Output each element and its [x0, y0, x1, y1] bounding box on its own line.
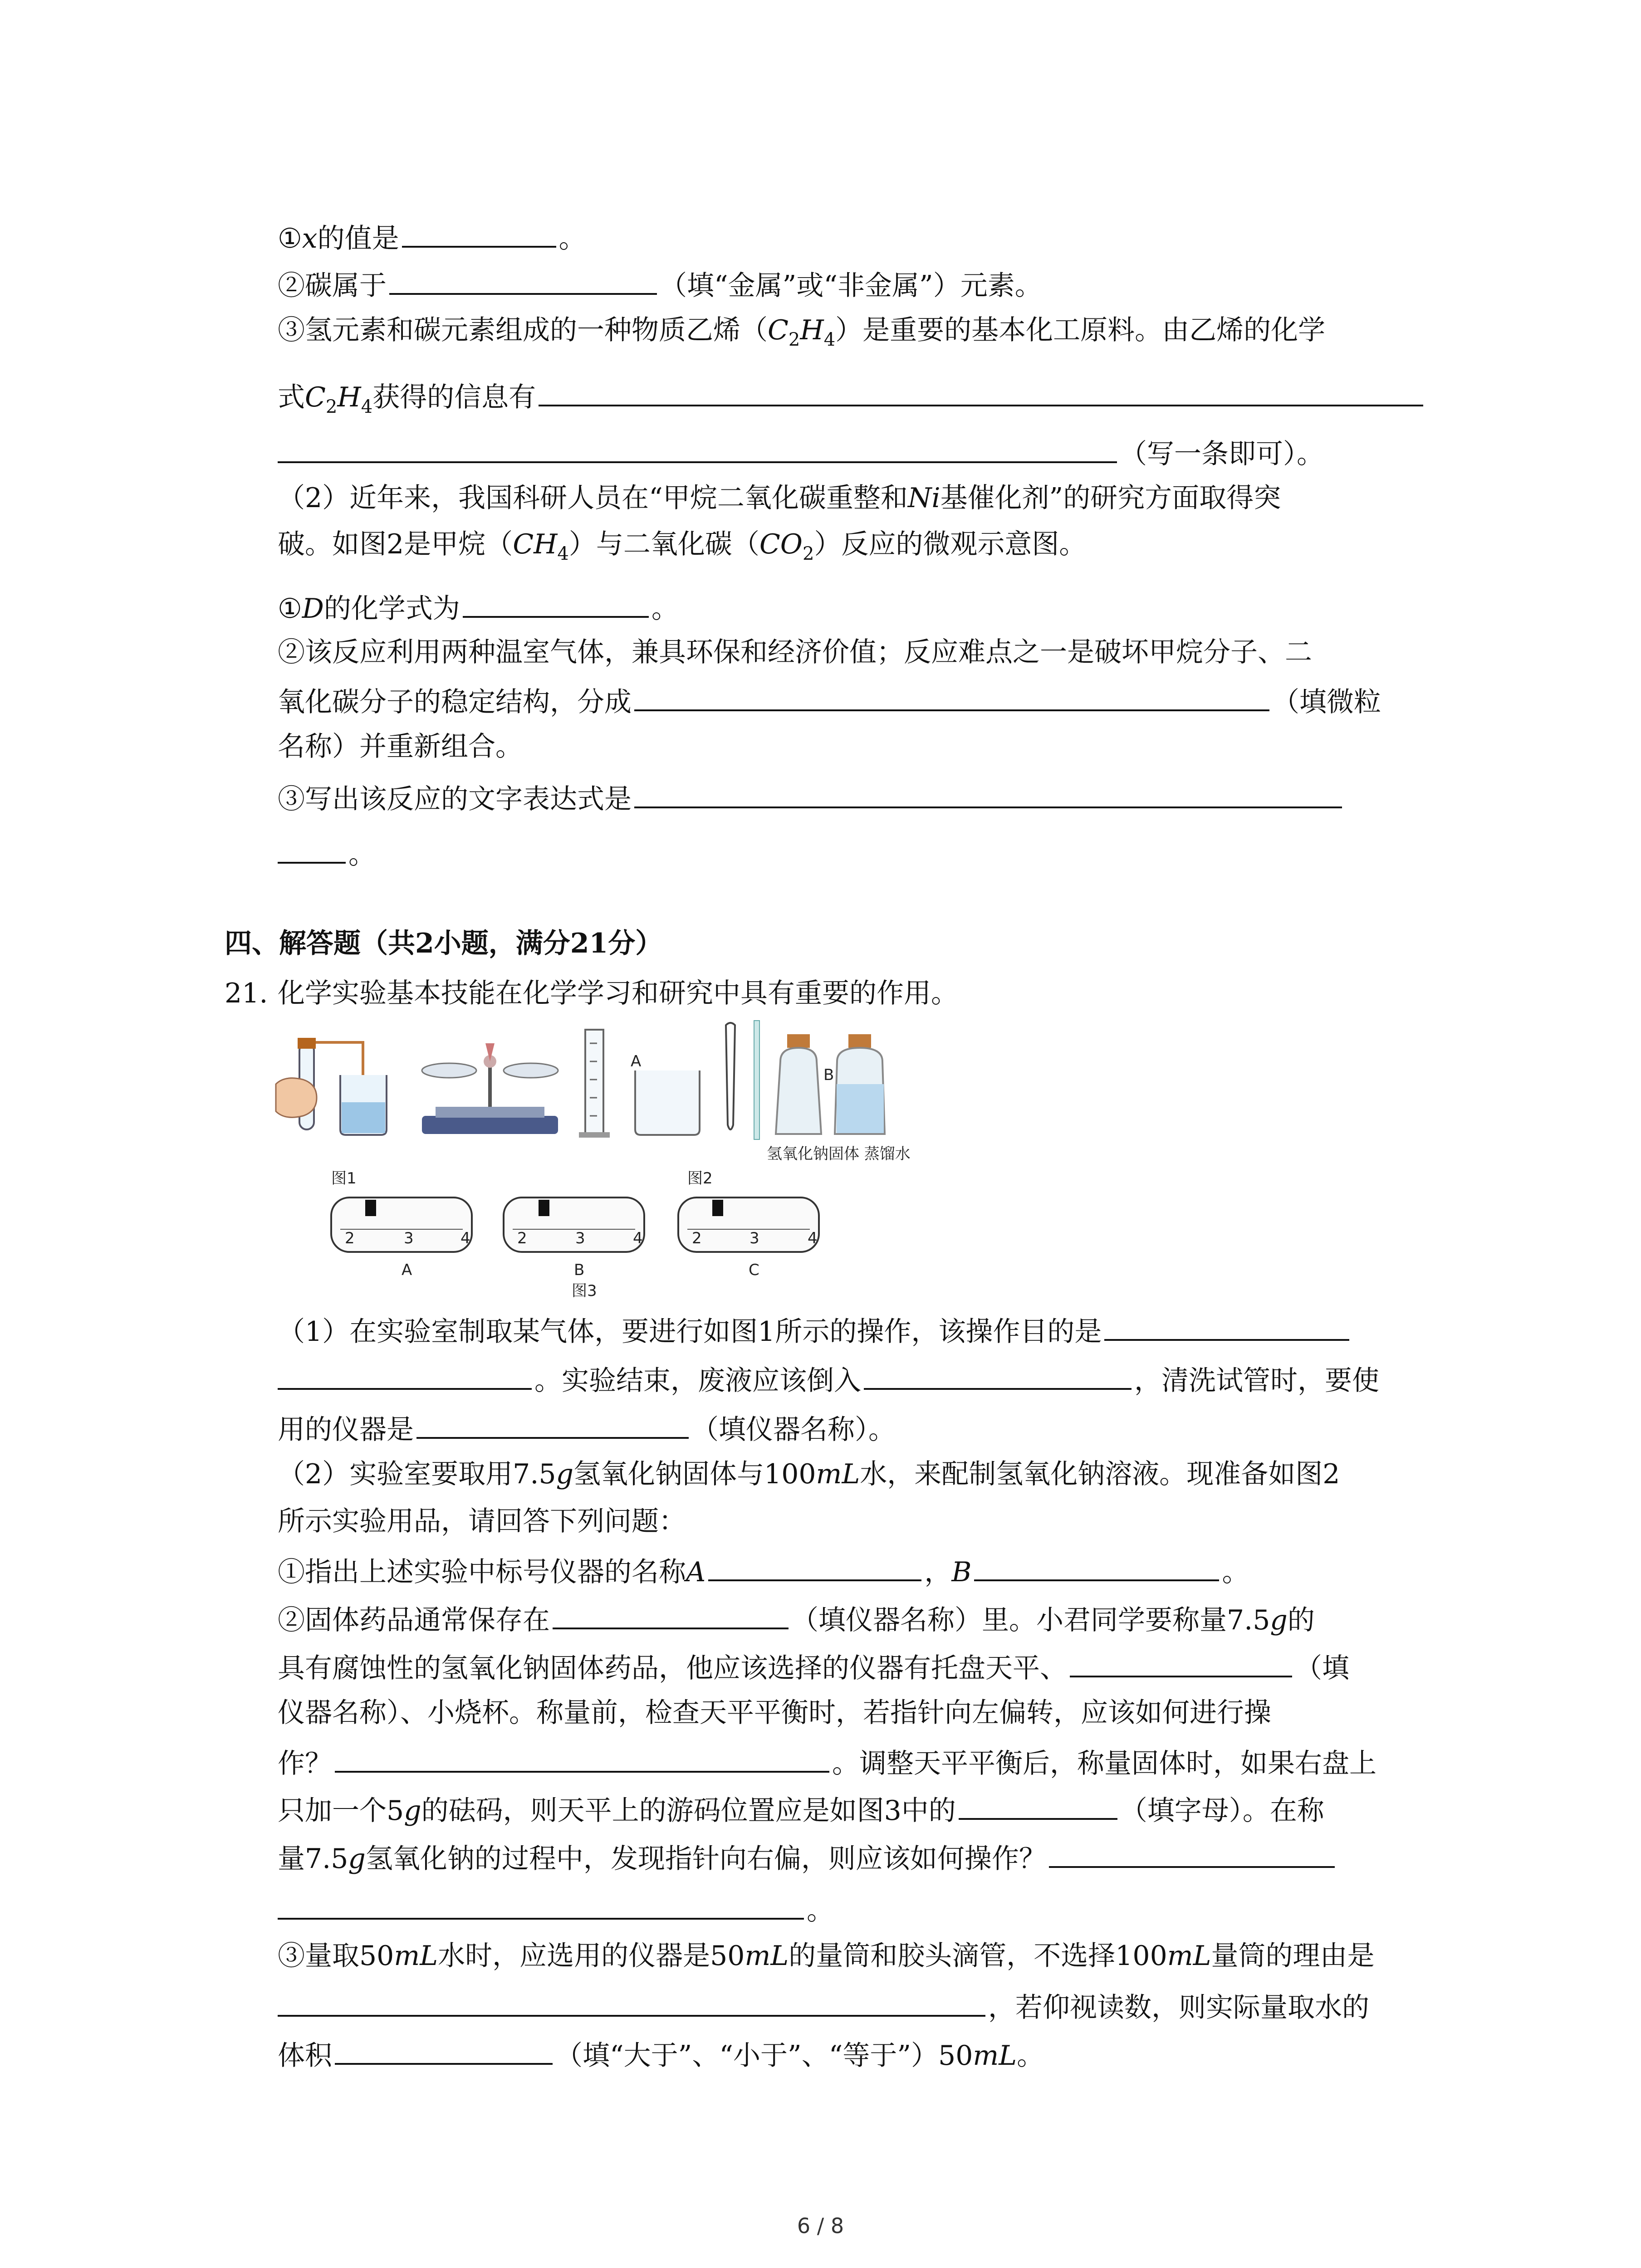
answer-blank[interactable]	[1104, 1311, 1349, 1341]
answer-blank[interactable]	[278, 433, 1117, 463]
answer-blank[interactable]	[463, 588, 649, 618]
q21-line-7: ②固体药品通常保存在 （填仪器名称）里。小君同学要称量7.5g的	[278, 1599, 1315, 1638]
q21-line-16: 体积 （填“大于”、“小于”、“等于”）50mL。	[278, 2035, 1044, 2074]
spoon-icon	[726, 1023, 735, 1129]
figure-3-caption: 图3	[572, 1282, 597, 1300]
question-stem: 化学实验基本技能在化学学习和研究中具有重要的作用。	[278, 978, 958, 1009]
answer-blank[interactable]	[864, 1360, 1132, 1390]
ruler-c-tick: 4	[808, 1229, 818, 1247]
answer-blank[interactable]	[553, 1599, 789, 1629]
section-heading: 四、解答题（共2小题，满分21分）	[225, 928, 663, 959]
ruler-c-letter: C	[749, 1261, 759, 1279]
answer-blank[interactable]	[389, 265, 657, 295]
answer-blank[interactable]	[708, 1551, 921, 1581]
q21-line-4: （2）实验室要取用7.5g氢氧化钠固体与100mL水，来配制氢氧化钠溶液。现准备如图2	[278, 1458, 1340, 1490]
answer-blank[interactable]	[1070, 1647, 1292, 1677]
beaker-icon	[635, 1070, 700, 1135]
ruler-b-letter: B	[574, 1261, 585, 1279]
q21-line-6: ①指出上述实验中标号仪器的名称A ，B 。	[278, 1551, 1249, 1590]
graduated-cylinder-icon	[579, 1030, 610, 1138]
line-3: ③氢元素和碳元素组成的一种物质乙烯$(C_2H_4)$是重要的基本化工原料。由乙烯的化学	[278, 314, 1326, 350]
line-12: ③写出该反应的文字表达式是	[278, 778, 1345, 817]
line-5: （写一条即可）。	[278, 433, 1324, 472]
line-10: 氧化碳分子的稳定结构，分成 （填微粒	[278, 681, 1381, 720]
ruler-b-tick: 4	[633, 1229, 643, 1247]
ruler-a-tick: 2	[345, 1229, 355, 1247]
answer-blank[interactable]	[539, 376, 1423, 406]
answer-blank[interactable]	[278, 1890, 804, 1920]
q21-line-1: （1）在实验室制取某气体，要进行如图1所示的操作，该操作目的是	[278, 1311, 1352, 1350]
line-1: ①x的值是 。	[278, 218, 586, 257]
q21-line-3: 用的仪器是 （填仪器名称）。	[278, 1409, 896, 1448]
q21-line-14: ③量取50mL水时，应选用的仪器是50mL的量筒和胶头滴管，不选择100mL量筒的理由是	[278, 1940, 1375, 1972]
q21-line-10: 作？ 。调整天平平衡后，称量固体时，如果右盘上	[278, 1743, 1376, 1782]
ruler-a-tick: 4	[460, 1229, 470, 1247]
answer-blank[interactable]	[974, 1551, 1219, 1581]
answer-blank[interactable]	[278, 1360, 532, 1390]
line-2: ②碳属于 （填“金属”或“非金属”）元素。	[278, 265, 1042, 304]
answer-blank[interactable]	[278, 834, 346, 864]
q21-line-9: 仪器名称）、小烧杯。称量前，检查天平平衡时，若指针向左偏转，应该如何进行操	[278, 1697, 1271, 1729]
ruler-a-tick: 3	[404, 1229, 414, 1247]
bottle-caption: 氢氧化钠固体 蒸馏水	[767, 1145, 911, 1163]
line-13: 。	[278, 834, 376, 873]
balance-icon	[422, 1043, 558, 1134]
ruler-b-tick: 3	[575, 1229, 585, 1247]
answer-blank[interactable]	[278, 1987, 985, 2017]
reagent-bottle-icon	[776, 1034, 885, 1134]
question-number: 21.	[225, 978, 268, 1009]
apparatus-figure	[272, 1016, 930, 1300]
answer-blank[interactable]	[1049, 1838, 1335, 1868]
answer-blank[interactable]	[416, 1409, 689, 1439]
line-4: 式$C_2H_4$获得的信息有	[278, 376, 1426, 425]
q21-line-11: 只加一个5g的砝码，则天平上的游码位置应是如图3中的 （填字母）。在称	[278, 1790, 1324, 1829]
answer-blank[interactable]	[335, 2035, 553, 2065]
ruler-b-tick: 2	[517, 1229, 527, 1247]
answer-blank[interactable]	[402, 218, 556, 248]
answer-blank[interactable]	[335, 1743, 829, 1773]
q21-line-13: 。	[278, 1890, 834, 1929]
figure-2-caption: 图2	[687, 1169, 713, 1188]
line-9: ②该反应利用两种温室气体，兼具环保和经济价值；反应难点之一是破坏甲烷分子、二	[278, 636, 1312, 668]
test-tube-heating-icon	[276, 1038, 387, 1135]
q21-line-5: 所示实验用品，请回答下列问题：	[278, 1505, 686, 1537]
ruler-a-letter: A	[402, 1261, 412, 1279]
q21-line-15: ，若仰视读数，则实际量取水的	[278, 1987, 1369, 2026]
answer-blank[interactable]	[634, 681, 1269, 711]
ruler-c-tick: 3	[749, 1229, 759, 1247]
line-7: 破。如图2是甲烷$(CH_4)$与二氧化碳$(CO_2)$反应的微观示意图。	[278, 528, 1087, 564]
answer-blank[interactable]	[634, 778, 1342, 808]
label-a: A	[631, 1052, 642, 1070]
line-11: 名称）并重新组合。	[278, 731, 523, 763]
line-8: ①D的化学式为 。	[278, 588, 679, 627]
q21-line-12: 量7.5g氢氧化钠的过程中，发现指针向右偏，则应该如何操作？	[278, 1838, 1337, 1877]
q21-line-8: 具有腐蚀性的氢氧化钠固体药品，他应该选择的仪器有托盘天平、 （填	[278, 1647, 1349, 1686]
answer-blank[interactable]	[959, 1790, 1117, 1820]
label-b: B	[823, 1066, 834, 1084]
ruler-c-tick: 2	[692, 1229, 702, 1247]
q21-line-2: 。实验结束，废液应该倒入 ，清洗试管时，要使	[278, 1360, 1379, 1399]
figure-1-caption: 图1	[331, 1169, 357, 1188]
glass-rod-icon	[754, 1021, 759, 1139]
line-6: （2）近年来，我国科研人员在“甲烷二氧化碳重整和Ni基催化剂”的研究方面取得突	[278, 482, 1281, 514]
page-number: 6 / 8	[797, 2214, 844, 2238]
